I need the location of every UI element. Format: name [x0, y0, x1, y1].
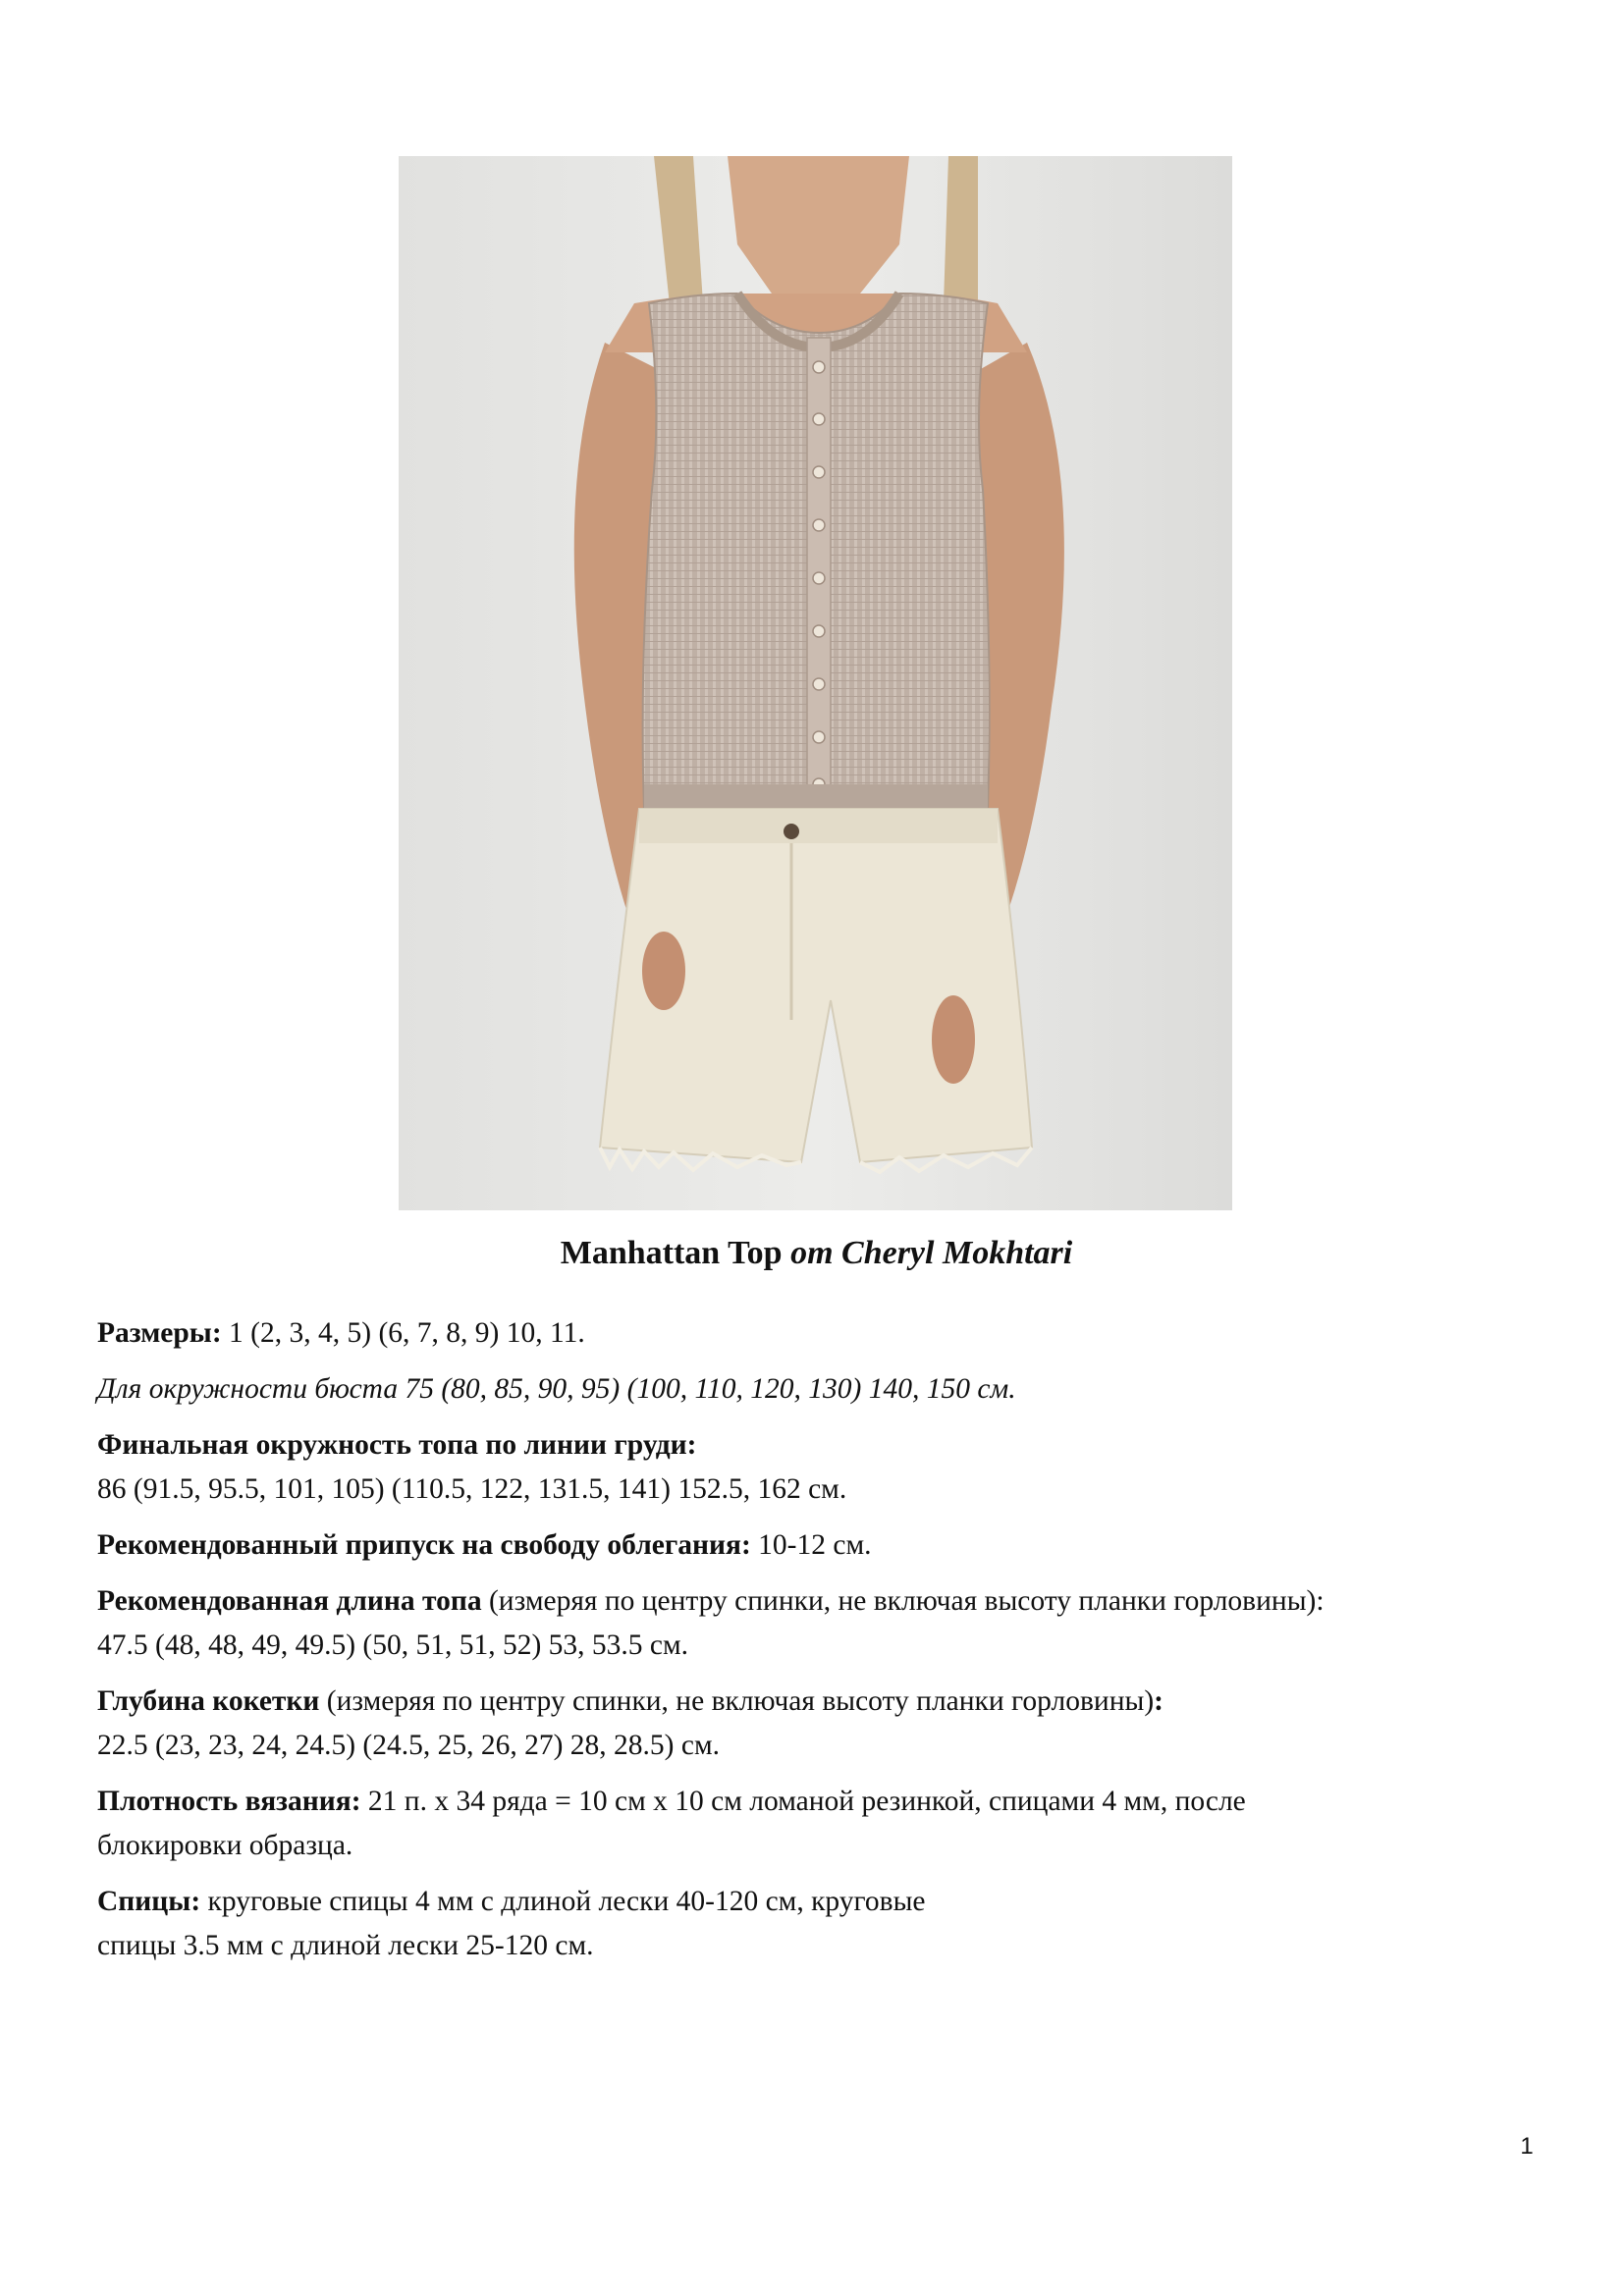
length-note: (измеряя по центру спинки, не включая высоту планки горловины):: [488, 1585, 1325, 1617]
needles-label: Спицы:: [97, 1886, 201, 1917]
final-label: Финальная окружность топа по линии груди:: [97, 1429, 697, 1461]
pattern-name: Manhattan Top: [560, 1235, 783, 1271]
bust-note: Для окружности бюста 75 (80, 85, 90, 95) (100, 110, 120, 130) 140, 150 см.: [97, 1373, 1016, 1405]
pattern-title: [0, 1235, 1623, 1272]
needles-line-2: спицы 3.5 мм с длиной лески 25-120 см.: [97, 1930, 594, 1961]
yoke-block: [97, 1680, 1511, 1768]
yoke-value: 22.5 (23, 23, 24, 24.5) (24.5, 25, 26, 27) 28, 28.5) см.: [97, 1730, 721, 1761]
ease-line: [97, 1523, 1511, 1568]
ease-label: Рекомендованный припуск на свободу облегания:: [97, 1529, 751, 1561]
yoke-note: (измеряя по центру спинки, не включая высоту планки горловины): [326, 1685, 1155, 1717]
ease-value: 10-12 см.: [758, 1529, 872, 1561]
pattern-author: от Cheryl Mokhtari: [790, 1235, 1073, 1271]
sizes-label: Размеры:: [97, 1317, 222, 1349]
final-circumference: [97, 1423, 1511, 1512]
length-value: 47.5 (48, 48, 49, 49.5) (50, 51, 51, 52) 53, 53.5 см.: [97, 1629, 689, 1661]
page-number: 1: [1520, 2133, 1534, 2160]
yoke-colon: :: [1154, 1685, 1163, 1717]
gauge-label: Плотность вязания:: [97, 1786, 361, 1817]
gauge-line-2: блокировки образца.: [97, 1830, 353, 1861]
gauge-line-1: 21 п. х 34 ряда = 10 см х 10 см ломаной резинкой, спицами 4 мм, после: [367, 1786, 1246, 1817]
length-block: [97, 1579, 1511, 1668]
needles-line-1: круговые спицы 4 мм с длиной лески 40-120 см, круговые: [207, 1886, 926, 1917]
yoke-label: Глубина кокетки: [97, 1685, 320, 1717]
sizes-value: 1 (2, 3, 4, 5) (6, 7, 8, 9) 10, 11.: [229, 1317, 585, 1349]
product-photo: [399, 156, 1232, 1210]
final-value: 86 (91.5, 95.5, 101, 105) (110.5, 122, 131.5, 141) 152.5, 162 см.: [97, 1473, 847, 1505]
gauge-block: [97, 1780, 1511, 1868]
needles-block: [97, 1880, 1511, 1968]
pattern-specs: [97, 1311, 1511, 1980]
length-label: Рекомендованная длина топа: [97, 1585, 482, 1617]
sizes-line: [97, 1311, 1511, 1356]
